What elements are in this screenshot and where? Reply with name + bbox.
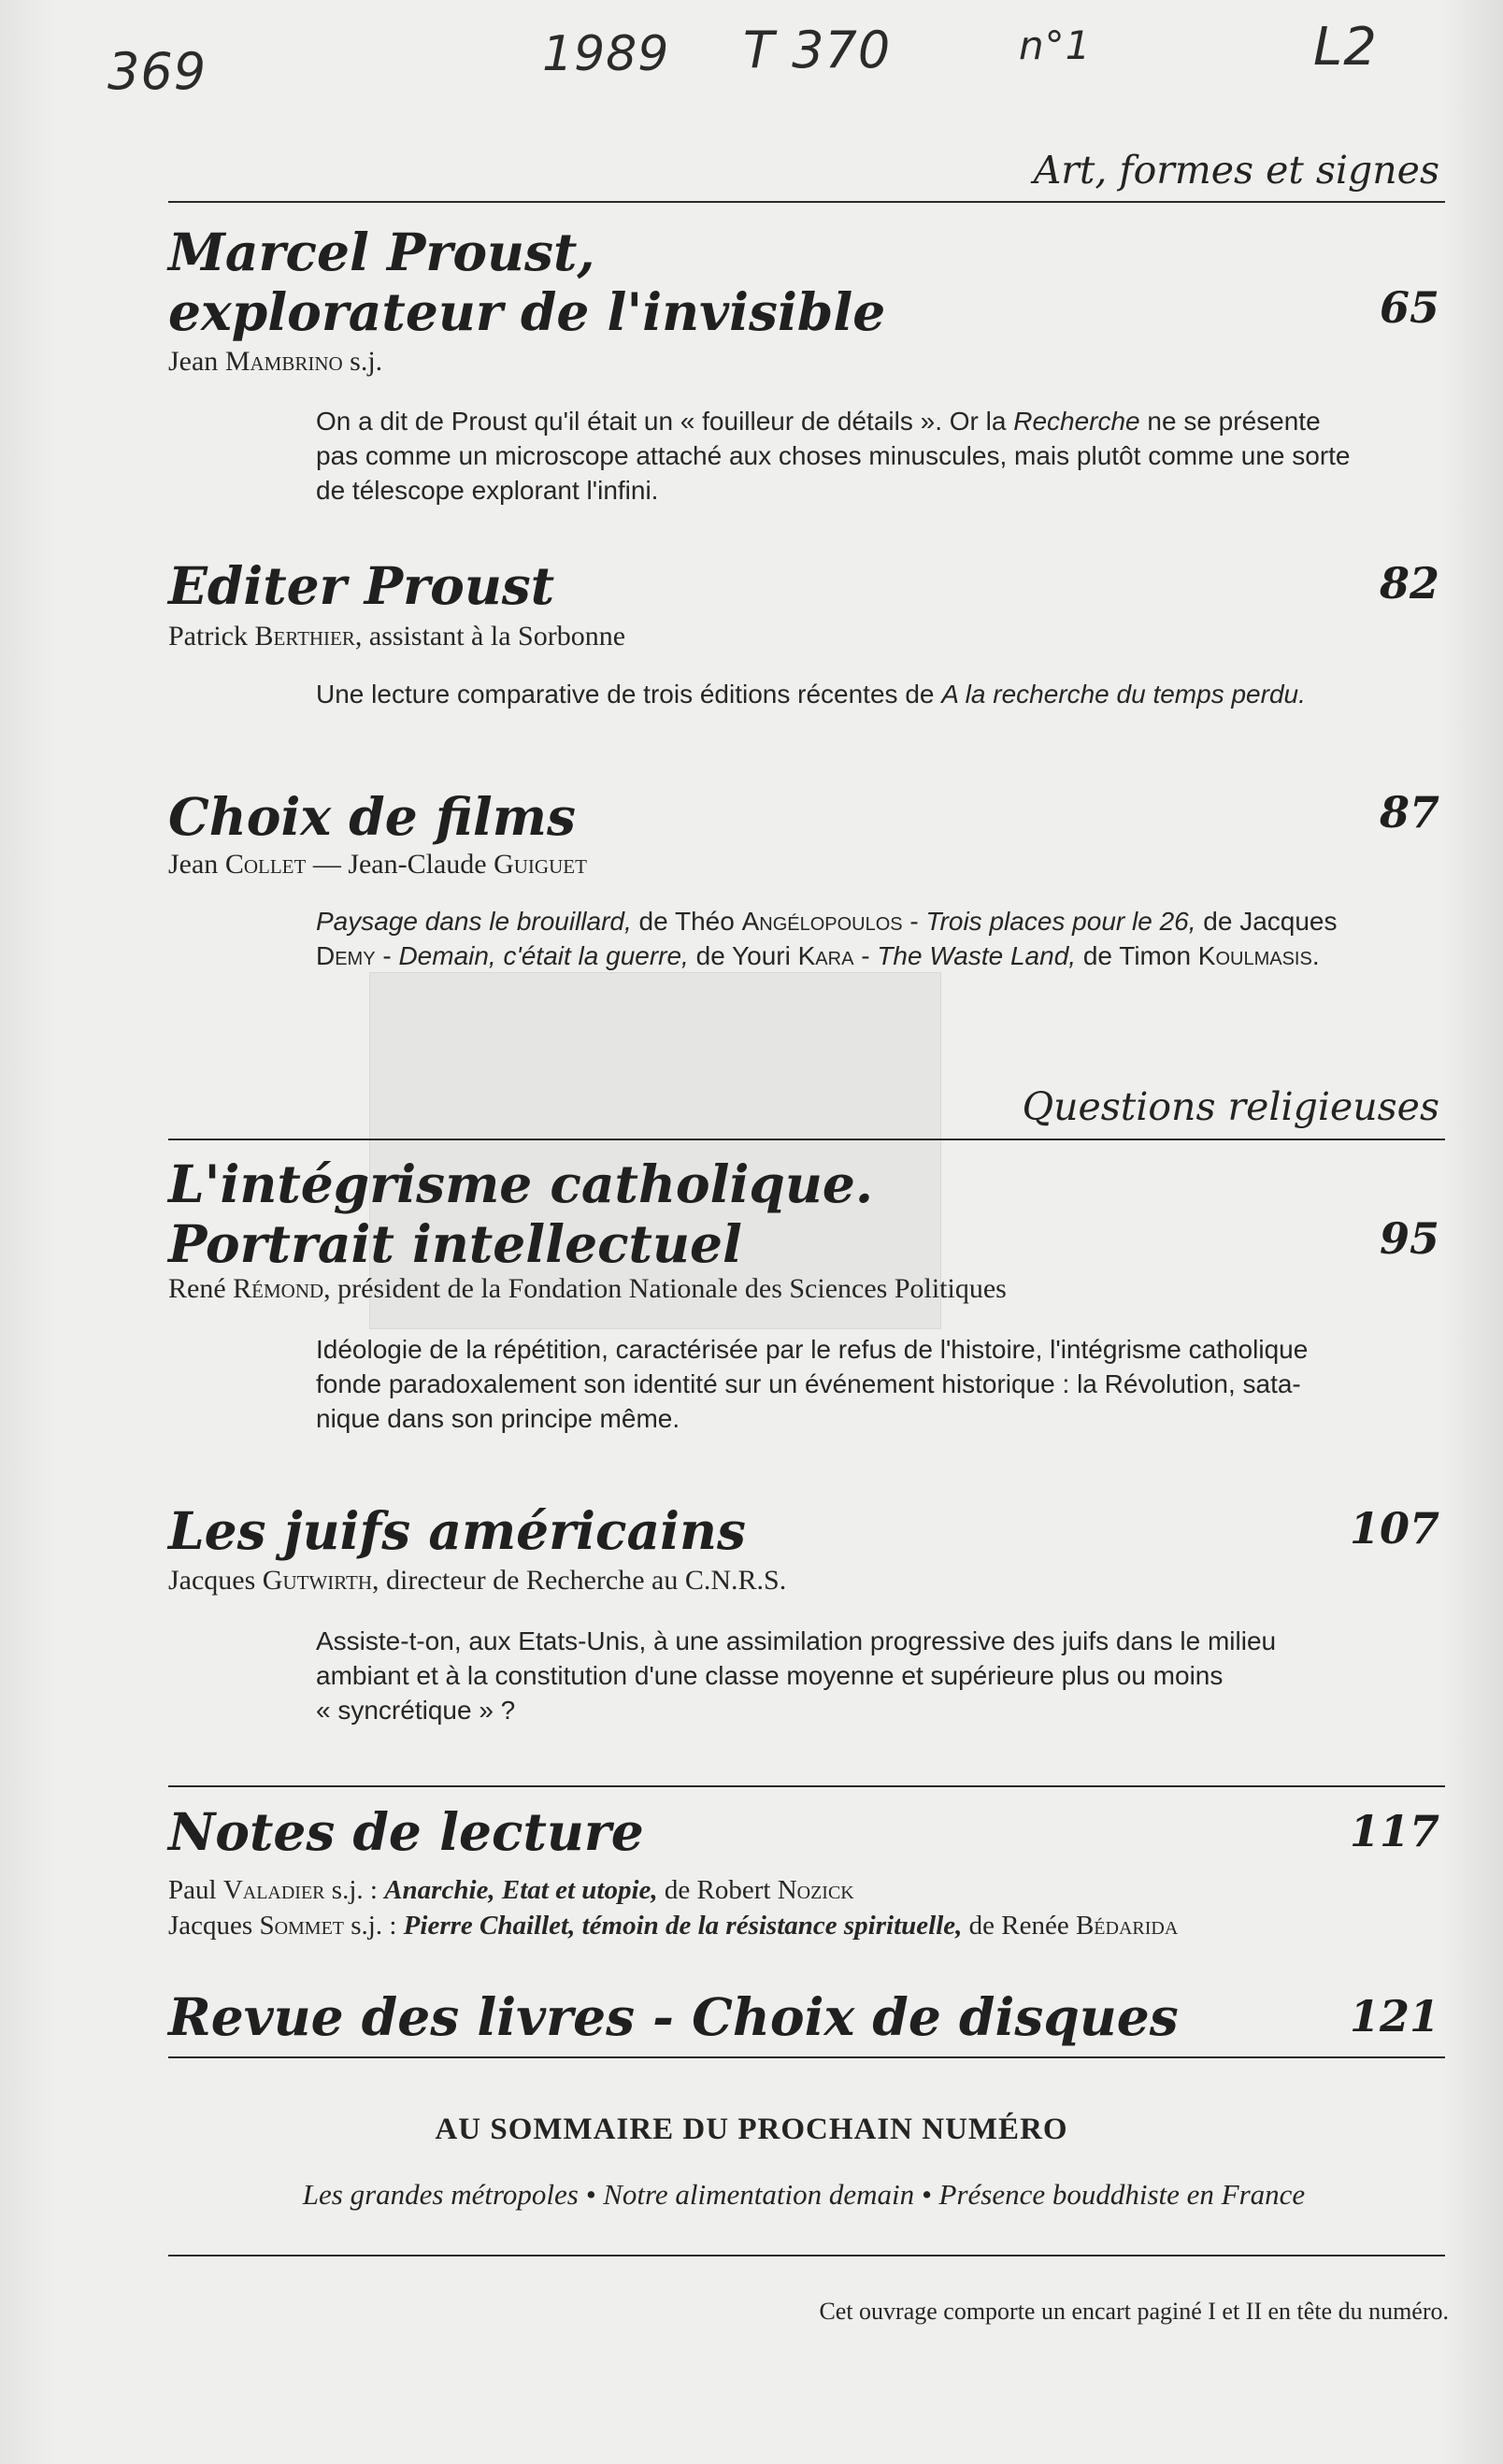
section-rule	[168, 2056, 1445, 2058]
article-abstract: Paysage dans le brouillard, de Théo Angélopoulos - Trois places pour le 26, de Jacques Demy - Demain, c'était la guerre, de Youri Kara - The Waste Land, de Timon Koulmasis.	[316, 907, 1338, 970]
article-title[interactable]: L'intégrisme catholique. Portrait intellectuel	[168, 1153, 873, 1274]
article-title[interactable]: Marcel Proust, explorateur de l'invisible	[168, 222, 886, 342]
handwritten-note-4: n°1	[1019, 22, 1092, 68]
article-title[interactable]: Editer Proust	[168, 555, 555, 616]
article-title[interactable]: Les juifs américains	[168, 1500, 746, 1561]
notes-entry: Paul Valadier s.j. : Anarchie, Etat et utopie, de Robert Nozick	[168, 1875, 854, 1905]
article-author: René Rémond, président de la Fondation Nationale des Sciences Politiques	[168, 1273, 1007, 1304]
section-rule	[168, 2255, 1445, 2256]
next-issue-items: Les grandes métropoles • Notre alimentation demain • Présence bouddhiste en France	[302, 2178, 1306, 2211]
section-heading-art: Art, formes et signes	[1033, 148, 1439, 193]
page-number: 107	[1349, 1503, 1439, 1554]
article-abstract: Assiste-t-on, aux Etats-Unis, à une assimilation progressive des juifs dans le milieu ambiant et à la constitution d'une classe moyenne et supérieure plus ou moins « syncrétique » ?	[316, 1626, 1277, 1725]
article-abstract: Une lecture comparative de trois éditions récentes de A la recherche du temps perdu.	[316, 680, 1306, 709]
page-number: 117	[1349, 1806, 1439, 1856]
page-number: 65	[1379, 282, 1439, 333]
article-author: Jacques Gutwirth, directeur de Recherche au C.N.R.S.	[168, 1565, 787, 1596]
section-rule	[168, 1139, 1445, 1140]
article-abstract: Idéologie de la répétition, caractérisée par le refus de l'histoire, l'intégrisme catholique fonde paradoxalement son identité sur un événement historique : la Révolution, sata- nique dans son principe même.	[316, 1335, 1309, 1433]
article-author: Patrick Berthier, assistant à la Sorbonne	[168, 621, 626, 652]
handwritten-note-2: 1989	[542, 26, 670, 82]
handwritten-note-1: 369	[107, 42, 208, 101]
notes-title[interactable]: Notes de lecture	[168, 1801, 644, 1862]
notes-entry: Jacques Sommet s.j. : Pierre Chaillet, témoin de la résistance spirituelle, de Renée Bédarida	[168, 1911, 1179, 1941]
article-abstract: On a dit de Proust qu'il était un « fouilleur de détails ». Or la Recherche ne se présente pas comme un microscope attaché aux choses minuscules, mais plutôt comme une sorte de télescope explorant l'infini.	[316, 407, 1351, 505]
article-author: Jean Collet — Jean-Claude Guiguet	[168, 849, 587, 880]
page-number: 95	[1379, 1213, 1439, 1264]
notes-entries	[168, 1872, 1178, 1943]
section-heading-religion: Questions religieuses	[1022, 1084, 1439, 1129]
article-author: Jean Mambrino s.j.	[168, 346, 383, 377]
page-number: 87	[1379, 787, 1439, 838]
next-issue-heading: AU SOMMAIRE DU PROCHAIN NUMÉRO	[435, 2113, 1068, 2146]
page-number: 121	[1349, 1991, 1439, 2041]
article-title[interactable]: Choix de films	[168, 786, 576, 847]
footer-note: Cet ouvrage comporte un encart paginé I et II en tête du numéro.	[819, 2298, 1449, 2325]
handwritten-note-5: L2	[1313, 17, 1378, 78]
page-number: 82	[1379, 558, 1439, 609]
handwritten-note-3: T 370	[743, 21, 892, 79]
revue-title[interactable]: Revue des livres - Choix de disques	[168, 1986, 1179, 2047]
section-rule	[168, 1785, 1445, 1787]
section-rule	[168, 201, 1445, 203]
